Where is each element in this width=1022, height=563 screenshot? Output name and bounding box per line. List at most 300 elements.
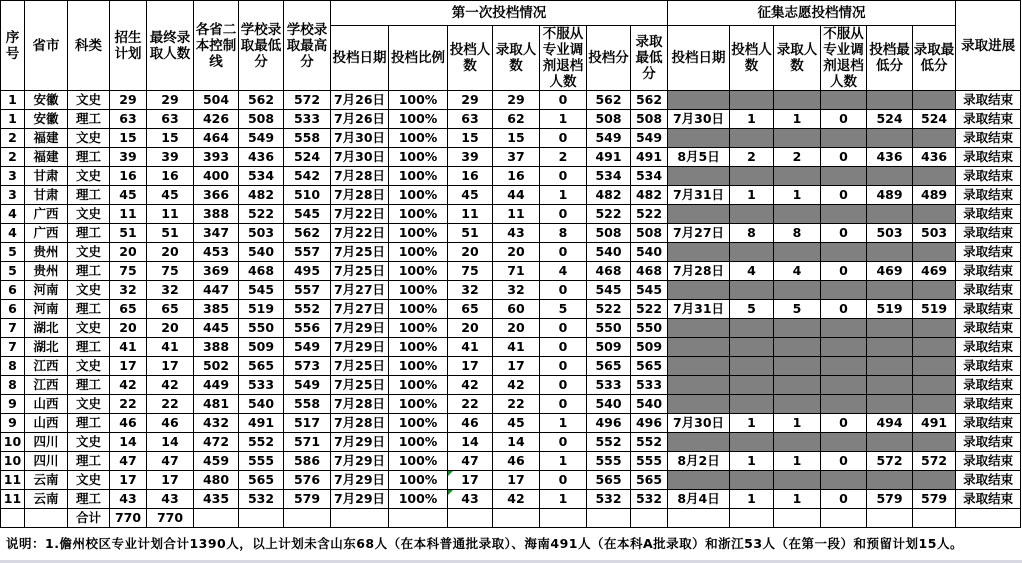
first-date-cell[interactable]: 7月27日 bbox=[331, 300, 389, 319]
second-rejected-cell[interactable]: 0 bbox=[821, 110, 867, 129]
second-rejected-cell[interactable]: 0 bbox=[821, 186, 867, 205]
second-admitted-cell[interactable]: 1 bbox=[774, 186, 821, 205]
cell[interactable] bbox=[493, 509, 540, 528]
total-plan[interactable]: 770 bbox=[110, 509, 147, 528]
first-rejected-cell[interactable]: 0 bbox=[540, 129, 587, 148]
second-date-cell[interactable] bbox=[668, 167, 730, 186]
second-submitted-cell[interactable] bbox=[730, 338, 774, 357]
cell[interactable] bbox=[389, 509, 448, 528]
first-submitted-cell[interactable]: 42 bbox=[448, 376, 493, 395]
control-line-cell[interactable]: 347 bbox=[194, 224, 239, 243]
second-submitted-cell[interactable] bbox=[730, 319, 774, 338]
control-line-cell[interactable]: 480 bbox=[194, 471, 239, 490]
province-cell[interactable]: 安徽 bbox=[25, 110, 68, 129]
seq-cell[interactable]: 4 bbox=[1, 224, 25, 243]
second-min-submit-cell[interactable] bbox=[867, 376, 913, 395]
cell[interactable] bbox=[821, 509, 867, 528]
school-min-cell[interactable]: 534 bbox=[239, 167, 284, 186]
school-max-cell[interactable]: 524 bbox=[284, 148, 331, 167]
seq-cell[interactable]: 11 bbox=[1, 471, 25, 490]
progress-status-cell[interactable]: 录取结束 bbox=[956, 433, 1021, 452]
school-max-cell[interactable]: 510 bbox=[284, 186, 331, 205]
plan-cell[interactable]: 20 bbox=[110, 319, 147, 338]
first-date-cell[interactable]: 7月29日 bbox=[331, 490, 389, 509]
progress-status-cell[interactable]: 录取结束 bbox=[956, 91, 1021, 110]
category-cell[interactable]: 文史 bbox=[68, 357, 110, 376]
final-admit-cell[interactable]: 39 bbox=[147, 148, 194, 167]
cell[interactable] bbox=[540, 509, 587, 528]
final-admit-cell[interactable]: 11 bbox=[147, 205, 194, 224]
second-date-cell[interactable]: 7月31日 bbox=[668, 300, 730, 319]
first-min-score-cell[interactable]: 555 bbox=[631, 452, 668, 471]
category-cell[interactable]: 理工 bbox=[68, 338, 110, 357]
cell[interactable] bbox=[668, 509, 730, 528]
second-submitted-cell[interactable] bbox=[730, 281, 774, 300]
second-date-cell[interactable] bbox=[668, 91, 730, 110]
second-submitted-cell[interactable] bbox=[730, 395, 774, 414]
second-date-cell[interactable] bbox=[668, 319, 730, 338]
second-rejected-cell[interactable]: 0 bbox=[821, 300, 867, 319]
second-submitted-cell[interactable]: 5 bbox=[730, 300, 774, 319]
province-cell[interactable]: 湖北 bbox=[25, 319, 68, 338]
seq-cell[interactable]: 1 bbox=[1, 110, 25, 129]
progress-status-cell[interactable]: 录取结束 bbox=[956, 281, 1021, 300]
first-score-cell[interactable]: 508 bbox=[587, 110, 631, 129]
school-min-cell[interactable]: 508 bbox=[239, 110, 284, 129]
final-admit-cell[interactable]: 14 bbox=[147, 433, 194, 452]
second-submitted-cell[interactable] bbox=[730, 376, 774, 395]
category-cell[interactable]: 文史 bbox=[68, 319, 110, 338]
first-ratio-cell[interactable]: 100% bbox=[389, 205, 448, 224]
first-rejected-cell[interactable]: 5 bbox=[540, 300, 587, 319]
first-submitted-cell[interactable]: 17 bbox=[448, 357, 493, 376]
second-min-admit-cell[interactable]: 491 bbox=[913, 414, 956, 433]
school-max-cell[interactable]: 556 bbox=[284, 319, 331, 338]
second-submitted-cell[interactable]: 8 bbox=[730, 224, 774, 243]
second-submitted-cell[interactable] bbox=[730, 433, 774, 452]
second-min-admit-cell[interactable] bbox=[913, 338, 956, 357]
second-date-cell[interactable]: 8月4日 bbox=[668, 490, 730, 509]
total-label[interactable]: 合计 bbox=[68, 509, 110, 528]
first-score-cell[interactable]: 549 bbox=[587, 129, 631, 148]
second-min-admit-cell[interactable]: 524 bbox=[913, 110, 956, 129]
control-line-cell[interactable]: 464 bbox=[194, 129, 239, 148]
progress-status-cell[interactable]: 录取结束 bbox=[956, 414, 1021, 433]
progress-status-cell[interactable]: 录取结束 bbox=[956, 490, 1021, 509]
school-min-cell[interactable]: 550 bbox=[239, 319, 284, 338]
second-rejected-cell[interactable] bbox=[821, 129, 867, 148]
second-min-admit-cell[interactable]: 469 bbox=[913, 262, 956, 281]
seq-cell[interactable]: 9 bbox=[1, 414, 25, 433]
first-min-score-cell[interactable]: 522 bbox=[631, 300, 668, 319]
school-max-cell[interactable]: 517 bbox=[284, 414, 331, 433]
first-score-cell[interactable]: 522 bbox=[587, 205, 631, 224]
second-min-submit-cell[interactable]: 572 bbox=[867, 452, 913, 471]
first-submitted-cell[interactable]: 32 bbox=[448, 281, 493, 300]
school-min-cell[interactable]: 468 bbox=[239, 262, 284, 281]
first-min-score-cell[interactable]: 545 bbox=[631, 281, 668, 300]
cell[interactable] bbox=[913, 509, 956, 528]
first-score-cell[interactable]: 540 bbox=[587, 395, 631, 414]
cell[interactable] bbox=[331, 509, 389, 528]
control-line-cell[interactable]: 459 bbox=[194, 452, 239, 471]
second-rejected-cell[interactable] bbox=[821, 167, 867, 186]
second-admitted-cell[interactable]: 1 bbox=[774, 452, 821, 471]
first-score-cell[interactable]: 508 bbox=[587, 224, 631, 243]
first-date-cell[interactable]: 7月29日 bbox=[331, 471, 389, 490]
first-submitted-cell[interactable]: 47 bbox=[448, 452, 493, 471]
progress-status-cell[interactable]: 录取结束 bbox=[956, 319, 1021, 338]
first-min-score-cell[interactable]: 496 bbox=[631, 414, 668, 433]
first-submitted-cell[interactable]: 43 bbox=[448, 490, 493, 509]
second-rejected-cell[interactable]: 0 bbox=[821, 224, 867, 243]
province-cell[interactable]: 四川 bbox=[25, 452, 68, 471]
first-date-cell[interactable]: 7月22日 bbox=[331, 224, 389, 243]
first-rejected-cell[interactable]: 2 bbox=[540, 148, 587, 167]
first-score-cell[interactable]: 468 bbox=[587, 262, 631, 281]
final-admit-cell[interactable]: 63 bbox=[147, 110, 194, 129]
control-line-cell[interactable]: 366 bbox=[194, 186, 239, 205]
category-cell[interactable]: 文史 bbox=[68, 205, 110, 224]
second-min-submit-cell[interactable] bbox=[867, 433, 913, 452]
first-date-cell[interactable]: 7月25日 bbox=[331, 243, 389, 262]
school-min-cell[interactable]: 522 bbox=[239, 205, 284, 224]
second-rejected-cell[interactable] bbox=[821, 357, 867, 376]
first-ratio-cell[interactable]: 100% bbox=[389, 110, 448, 129]
school-max-cell[interactable]: 545 bbox=[284, 205, 331, 224]
first-score-cell[interactable]: 565 bbox=[587, 471, 631, 490]
control-line-cell[interactable]: 435 bbox=[194, 490, 239, 509]
school-min-cell[interactable]: 482 bbox=[239, 186, 284, 205]
category-cell[interactable]: 理工 bbox=[68, 452, 110, 471]
first-score-cell[interactable]: 565 bbox=[587, 357, 631, 376]
progress-status-cell[interactable]: 录取结束 bbox=[956, 471, 1021, 490]
second-admitted-cell[interactable] bbox=[774, 167, 821, 186]
first-score-cell[interactable]: 509 bbox=[587, 338, 631, 357]
first-score-cell[interactable]: 533 bbox=[587, 376, 631, 395]
category-cell[interactable]: 文史 bbox=[68, 243, 110, 262]
seq-cell[interactable]: 8 bbox=[1, 376, 25, 395]
first-min-score-cell[interactable]: 552 bbox=[631, 433, 668, 452]
first-date-cell[interactable]: 7月30日 bbox=[331, 148, 389, 167]
second-date-cell[interactable] bbox=[668, 395, 730, 414]
cell[interactable] bbox=[25, 509, 68, 528]
first-submitted-cell[interactable]: 65 bbox=[448, 300, 493, 319]
first-min-score-cell[interactable]: 533 bbox=[631, 376, 668, 395]
second-date-cell[interactable]: 8月2日 bbox=[668, 452, 730, 471]
final-admit-cell[interactable]: 20 bbox=[147, 243, 194, 262]
first-ratio-cell[interactable]: 100% bbox=[389, 129, 448, 148]
progress-status-cell[interactable]: 录取结束 bbox=[956, 376, 1021, 395]
second-admitted-cell[interactable]: 1 bbox=[774, 490, 821, 509]
control-line-cell[interactable]: 432 bbox=[194, 414, 239, 433]
first-rejected-cell[interactable]: 0 bbox=[540, 395, 587, 414]
seq-cell[interactable]: 2 bbox=[1, 129, 25, 148]
second-rejected-cell[interactable] bbox=[821, 433, 867, 452]
final-admit-cell[interactable]: 45 bbox=[147, 186, 194, 205]
total-final[interactable]: 770 bbox=[147, 509, 194, 528]
category-cell[interactable]: 文史 bbox=[68, 129, 110, 148]
plan-cell[interactable]: 17 bbox=[110, 357, 147, 376]
first-min-score-cell[interactable]: 509 bbox=[631, 338, 668, 357]
first-ratio-cell[interactable]: 100% bbox=[389, 281, 448, 300]
province-cell[interactable]: 广西 bbox=[25, 224, 68, 243]
first-score-cell[interactable]: 552 bbox=[587, 433, 631, 452]
control-line-cell[interactable]: 481 bbox=[194, 395, 239, 414]
category-cell[interactable]: 文史 bbox=[68, 395, 110, 414]
second-date-cell[interactable]: 7月28日 bbox=[668, 262, 730, 281]
first-ratio-cell[interactable]: 100% bbox=[389, 338, 448, 357]
progress-status-cell[interactable]: 录取结束 bbox=[956, 300, 1021, 319]
control-line-cell[interactable]: 426 bbox=[194, 110, 239, 129]
school-min-cell[interactable]: 503 bbox=[239, 224, 284, 243]
first-admitted-cell[interactable]: 71 bbox=[493, 262, 540, 281]
second-min-submit-cell[interactable]: 469 bbox=[867, 262, 913, 281]
first-rejected-cell[interactable]: 0 bbox=[540, 471, 587, 490]
cell[interactable] bbox=[730, 509, 774, 528]
cell[interactable] bbox=[284, 509, 331, 528]
second-submitted-cell[interactable] bbox=[730, 205, 774, 224]
progress-status-cell[interactable]: 录取结束 bbox=[956, 205, 1021, 224]
cell[interactable] bbox=[587, 509, 631, 528]
plan-cell[interactable]: 20 bbox=[110, 243, 147, 262]
school-max-cell[interactable]: 552 bbox=[284, 300, 331, 319]
first-date-cell[interactable]: 7月25日 bbox=[331, 357, 389, 376]
first-score-cell[interactable]: 496 bbox=[587, 414, 631, 433]
first-date-cell[interactable]: 7月28日 bbox=[331, 167, 389, 186]
final-admit-cell[interactable]: 42 bbox=[147, 376, 194, 395]
first-submitted-cell[interactable]: 16 bbox=[448, 167, 493, 186]
progress-status-cell[interactable]: 录取结束 bbox=[956, 395, 1021, 414]
second-rejected-cell[interactable] bbox=[821, 395, 867, 414]
final-admit-cell[interactable]: 17 bbox=[147, 357, 194, 376]
second-date-cell[interactable]: 8月5日 bbox=[668, 148, 730, 167]
first-ratio-cell[interactable]: 100% bbox=[389, 395, 448, 414]
first-submitted-cell[interactable]: 15 bbox=[448, 129, 493, 148]
province-cell[interactable]: 甘肃 bbox=[25, 167, 68, 186]
province-cell[interactable]: 四川 bbox=[25, 433, 68, 452]
seq-cell[interactable]: 3 bbox=[1, 167, 25, 186]
control-line-cell[interactable]: 393 bbox=[194, 148, 239, 167]
province-cell[interactable]: 福建 bbox=[25, 129, 68, 148]
school-min-cell[interactable]: 509 bbox=[239, 338, 284, 357]
first-score-cell[interactable]: 491 bbox=[587, 148, 631, 167]
seq-cell[interactable]: 1 bbox=[1, 91, 25, 110]
second-admitted-cell[interactable]: 2 bbox=[774, 148, 821, 167]
second-min-admit-cell[interactable]: 489 bbox=[913, 186, 956, 205]
second-admitted-cell[interactable] bbox=[774, 243, 821, 262]
first-min-score-cell[interactable]: 562 bbox=[631, 91, 668, 110]
second-admitted-cell[interactable] bbox=[774, 395, 821, 414]
first-ratio-cell[interactable]: 100% bbox=[389, 262, 448, 281]
second-submitted-cell[interactable]: 4 bbox=[730, 262, 774, 281]
second-min-submit-cell[interactable]: 489 bbox=[867, 186, 913, 205]
second-admitted-cell[interactable] bbox=[774, 319, 821, 338]
seq-cell[interactable]: 11 bbox=[1, 490, 25, 509]
school-min-cell[interactable]: 540 bbox=[239, 243, 284, 262]
first-min-score-cell[interactable]: 508 bbox=[631, 110, 668, 129]
final-admit-cell[interactable]: 41 bbox=[147, 338, 194, 357]
progress-status-cell[interactable]: 录取结束 bbox=[956, 110, 1021, 129]
first-score-cell[interactable]: 534 bbox=[587, 167, 631, 186]
second-submitted-cell[interactable]: 1 bbox=[730, 452, 774, 471]
school-max-cell[interactable]: 572 bbox=[284, 91, 331, 110]
school-max-cell[interactable]: 562 bbox=[284, 224, 331, 243]
seq-cell[interactable]: 2 bbox=[1, 148, 25, 167]
province-cell[interactable]: 河南 bbox=[25, 300, 68, 319]
first-min-score-cell[interactable]: 468 bbox=[631, 262, 668, 281]
school-max-cell[interactable]: 558 bbox=[284, 129, 331, 148]
plan-cell[interactable]: 63 bbox=[110, 110, 147, 129]
school-min-cell[interactable]: 436 bbox=[239, 148, 284, 167]
second-admitted-cell[interactable]: 1 bbox=[774, 110, 821, 129]
progress-status-cell[interactable]: 录取结束 bbox=[956, 243, 1021, 262]
school-min-cell[interactable]: 533 bbox=[239, 376, 284, 395]
second-submitted-cell[interactable] bbox=[730, 357, 774, 376]
school-max-cell[interactable]: 579 bbox=[284, 490, 331, 509]
seq-cell[interactable]: 9 bbox=[1, 395, 25, 414]
first-rejected-cell[interactable]: 0 bbox=[540, 205, 587, 224]
second-admitted-cell[interactable]: 8 bbox=[774, 224, 821, 243]
first-submitted-cell[interactable]: 45 bbox=[448, 186, 493, 205]
first-ratio-cell[interactable]: 100% bbox=[389, 167, 448, 186]
first-admitted-cell[interactable]: 44 bbox=[493, 186, 540, 205]
first-ratio-cell[interactable]: 100% bbox=[389, 243, 448, 262]
second-admitted-cell[interactable] bbox=[774, 281, 821, 300]
second-rejected-cell[interactable]: 0 bbox=[821, 148, 867, 167]
first-rejected-cell[interactable]: 0 bbox=[540, 243, 587, 262]
first-admitted-cell[interactable]: 17 bbox=[493, 357, 540, 376]
control-line-cell[interactable]: 445 bbox=[194, 319, 239, 338]
second-min-admit-cell[interactable] bbox=[913, 243, 956, 262]
first-admitted-cell[interactable]: 37 bbox=[493, 148, 540, 167]
control-line-cell[interactable]: 388 bbox=[194, 338, 239, 357]
category-cell[interactable]: 理工 bbox=[68, 110, 110, 129]
second-rejected-cell[interactable] bbox=[821, 91, 867, 110]
second-rejected-cell[interactable] bbox=[821, 243, 867, 262]
first-rejected-cell[interactable]: 0 bbox=[540, 167, 587, 186]
plan-cell[interactable]: 11 bbox=[110, 205, 147, 224]
first-submitted-cell[interactable]: 20 bbox=[448, 319, 493, 338]
province-cell[interactable]: 安徽 bbox=[25, 91, 68, 110]
second-submitted-cell[interactable]: 1 bbox=[730, 490, 774, 509]
first-rejected-cell[interactable]: 8 bbox=[540, 224, 587, 243]
first-score-cell[interactable]: 550 bbox=[587, 319, 631, 338]
first-rejected-cell[interactable]: 1 bbox=[540, 186, 587, 205]
first-min-score-cell[interactable]: 549 bbox=[631, 129, 668, 148]
cell[interactable] bbox=[1, 509, 25, 528]
second-submitted-cell[interactable] bbox=[730, 471, 774, 490]
first-date-cell[interactable]: 7月25日 bbox=[331, 376, 389, 395]
second-rejected-cell[interactable] bbox=[821, 376, 867, 395]
second-min-submit-cell[interactable]: 503 bbox=[867, 224, 913, 243]
seq-cell[interactable]: 7 bbox=[1, 319, 25, 338]
first-rejected-cell[interactable]: 1 bbox=[540, 490, 587, 509]
second-admitted-cell[interactable] bbox=[774, 129, 821, 148]
progress-status-cell[interactable]: 录取结束 bbox=[956, 224, 1021, 243]
school-max-cell[interactable]: 558 bbox=[284, 395, 331, 414]
first-ratio-cell[interactable]: 100% bbox=[389, 300, 448, 319]
second-admitted-cell[interactable] bbox=[774, 433, 821, 452]
first-rejected-cell[interactable]: 1 bbox=[540, 110, 587, 129]
plan-cell[interactable]: 46 bbox=[110, 414, 147, 433]
first-admitted-cell[interactable]: 20 bbox=[493, 243, 540, 262]
first-date-cell[interactable]: 7月29日 bbox=[331, 433, 389, 452]
plan-cell[interactable]: 22 bbox=[110, 395, 147, 414]
first-rejected-cell[interactable]: 0 bbox=[540, 338, 587, 357]
plan-cell[interactable]: 75 bbox=[110, 262, 147, 281]
first-admitted-cell[interactable]: 16 bbox=[493, 167, 540, 186]
first-score-cell[interactable]: 482 bbox=[587, 186, 631, 205]
category-cell[interactable]: 理工 bbox=[68, 148, 110, 167]
first-ratio-cell[interactable]: 100% bbox=[389, 319, 448, 338]
second-min-submit-cell[interactable] bbox=[867, 395, 913, 414]
final-admit-cell[interactable]: 15 bbox=[147, 129, 194, 148]
seq-cell[interactable]: 7 bbox=[1, 338, 25, 357]
school-min-cell[interactable]: 565 bbox=[239, 471, 284, 490]
province-cell[interactable]: 山西 bbox=[25, 395, 68, 414]
first-min-score-cell[interactable]: 482 bbox=[631, 186, 668, 205]
control-line-cell[interactable]: 400 bbox=[194, 167, 239, 186]
first-admitted-cell[interactable]: 20 bbox=[493, 319, 540, 338]
seq-cell[interactable]: 4 bbox=[1, 205, 25, 224]
second-date-cell[interactable] bbox=[668, 376, 730, 395]
progress-status-cell[interactable]: 录取结束 bbox=[956, 186, 1021, 205]
second-submitted-cell[interactable]: 1 bbox=[730, 414, 774, 433]
seq-cell[interactable]: 6 bbox=[1, 300, 25, 319]
second-min-admit-cell[interactable] bbox=[913, 281, 956, 300]
province-cell[interactable]: 贵州 bbox=[25, 262, 68, 281]
school-min-cell[interactable]: 545 bbox=[239, 281, 284, 300]
province-cell[interactable]: 河南 bbox=[25, 281, 68, 300]
first-score-cell[interactable]: 555 bbox=[587, 452, 631, 471]
second-rejected-cell[interactable] bbox=[821, 205, 867, 224]
category-cell[interactable]: 文史 bbox=[68, 471, 110, 490]
progress-status-cell[interactable]: 录取结束 bbox=[956, 452, 1021, 471]
first-admitted-cell[interactable]: 60 bbox=[493, 300, 540, 319]
first-submitted-cell[interactable]: 63 bbox=[448, 110, 493, 129]
second-admitted-cell[interactable] bbox=[774, 376, 821, 395]
final-admit-cell[interactable]: 16 bbox=[147, 167, 194, 186]
province-cell[interactable]: 山西 bbox=[25, 414, 68, 433]
control-line-cell[interactable]: 453 bbox=[194, 243, 239, 262]
second-admitted-cell[interactable] bbox=[774, 338, 821, 357]
first-submitted-cell[interactable]: 22 bbox=[448, 395, 493, 414]
school-max-cell[interactable]: 495 bbox=[284, 262, 331, 281]
first-score-cell[interactable]: 532 bbox=[587, 490, 631, 509]
first-rejected-cell[interactable]: 0 bbox=[540, 376, 587, 395]
first-submitted-cell[interactable]: 20 bbox=[448, 243, 493, 262]
second-min-submit-cell[interactable] bbox=[867, 357, 913, 376]
plan-cell[interactable]: 14 bbox=[110, 433, 147, 452]
first-date-cell[interactable]: 7月29日 bbox=[331, 338, 389, 357]
category-cell[interactable]: 文史 bbox=[68, 281, 110, 300]
school-max-cell[interactable]: 542 bbox=[284, 167, 331, 186]
plan-cell[interactable]: 29 bbox=[110, 91, 147, 110]
second-admitted-cell[interactable]: 1 bbox=[774, 414, 821, 433]
first-admitted-cell[interactable]: 62 bbox=[493, 110, 540, 129]
first-ratio-cell[interactable]: 100% bbox=[389, 357, 448, 376]
first-score-cell[interactable]: 562 bbox=[587, 91, 631, 110]
school-min-cell[interactable]: 549 bbox=[239, 129, 284, 148]
final-admit-cell[interactable]: 32 bbox=[147, 281, 194, 300]
second-rejected-cell[interactable] bbox=[821, 338, 867, 357]
first-rejected-cell[interactable]: 0 bbox=[540, 433, 587, 452]
control-line-cell[interactable]: 504 bbox=[194, 91, 239, 110]
second-min-admit-cell[interactable] bbox=[913, 395, 956, 414]
control-line-cell[interactable]: 388 bbox=[194, 205, 239, 224]
control-line-cell[interactable]: 502 bbox=[194, 357, 239, 376]
